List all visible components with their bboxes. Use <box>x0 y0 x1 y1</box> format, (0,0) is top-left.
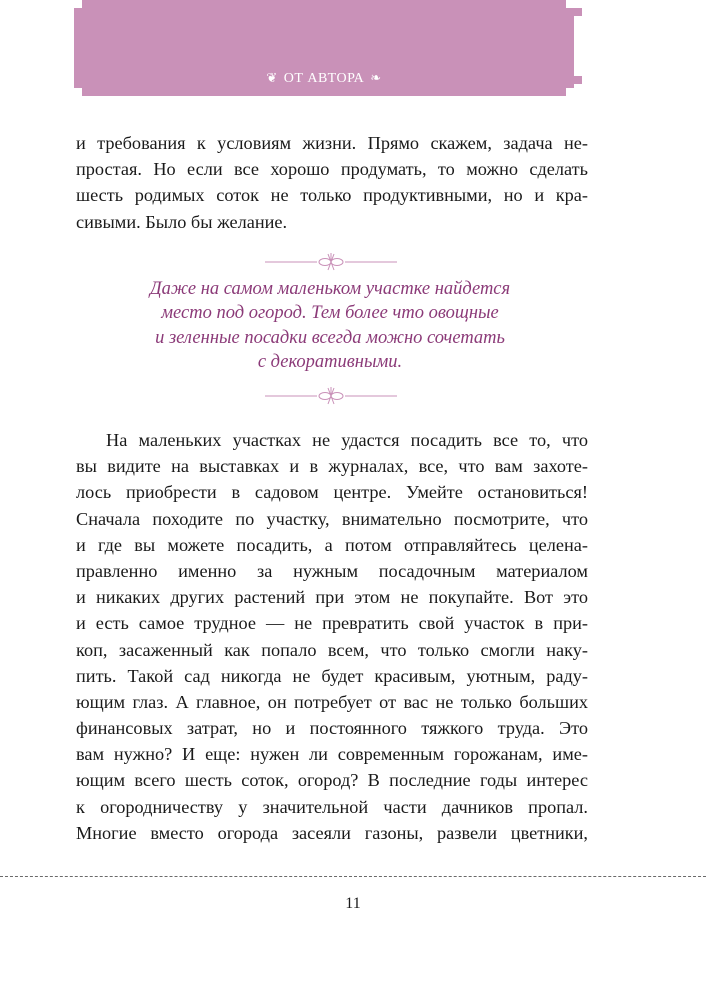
quote-line: с декоративными. <box>257 352 403 373</box>
chapter-title-text: ОТ АВТОРА <box>283 71 365 86</box>
pull-quote <box>100 277 560 375</box>
cut-line-divider <box>0 876 706 877</box>
text-line: и есть самое трудное — не превратить свой участок в при- <box>76 613 588 634</box>
text-line: и никаких других растений при этом не покупайте. Вот это <box>76 587 588 608</box>
corner-square <box>84 8 92 16</box>
text-line: ющим всего шесть соток, огород? В последние годы интерес <box>76 770 588 791</box>
text-line: шесть родимых соток не только продуктивными, но и кра- <box>76 185 588 206</box>
text-line: ющим глаз. А главное, он потребует от вас не только больших <box>76 691 588 712</box>
chapter-banner <box>74 0 574 96</box>
text-line: пить. Такой сад никогда не будет красивым, уютным, раду- <box>76 665 588 686</box>
text-line: На маленьких участках не удастся посадить все то, что <box>106 430 588 450</box>
text-line: вам нужно? И еще: нужен ли современным горожанам, име- <box>76 744 588 765</box>
body-paragraph <box>76 427 588 846</box>
text-line: сивыми. Было бы желание. <box>76 211 288 232</box>
corner-square <box>574 8 582 16</box>
text-line: Сначала походите по участку, внимательно посмотрите, что <box>76 508 588 529</box>
text-line: Многие вместо огорода засеяли газоны, развели цветники, <box>76 822 588 843</box>
corner-square <box>84 76 92 84</box>
fleuron-left-icon: ❦ <box>266 70 278 85</box>
text-line: вы видите на выставках и в журналах, все, что вам захоте- <box>76 456 588 477</box>
banner-notch <box>74 0 82 8</box>
quote-line: Даже на самом маленьком участке найдется <box>149 279 511 299</box>
ornamental-divider-bottom <box>265 386 397 406</box>
quote-line: и зеленные посадки всегда можно сочетать <box>155 327 505 348</box>
banner-notch <box>566 0 574 8</box>
chapter-title <box>74 70 574 87</box>
text-line: коп, засаженный как попало всем, что только смогли наку- <box>76 639 588 660</box>
corner-square <box>574 76 582 84</box>
text-line: простая. Но если все хорошо продумать, то можно сделать <box>76 159 588 180</box>
page-number: 11 <box>345 895 361 912</box>
text-line: и где вы можете посадить, а потом отправляйтесь целена- <box>76 534 588 555</box>
fleuron-right-icon: ❧ <box>370 70 382 85</box>
text-line: правленно именно за нужным посадочным материалом <box>76 560 588 581</box>
text-line: к огородничеству у значительной части дачников пропал. <box>76 796 588 817</box>
text-line: финансовых затрат, но и постоянного тяжкого труда. Это <box>76 718 588 739</box>
paragraph-continued <box>76 130 588 235</box>
banner-notch <box>566 88 574 96</box>
text-line: лось приобрести в садовом центре. Умейте остановиться! <box>76 482 588 503</box>
banner-notch <box>74 88 82 96</box>
text-line: и требования к условиям жизни. Прямо скажем, задача не- <box>76 133 588 153</box>
quote-line: место под огород. Тем более что овощные <box>161 303 499 324</box>
ornamental-divider-top <box>265 252 397 272</box>
